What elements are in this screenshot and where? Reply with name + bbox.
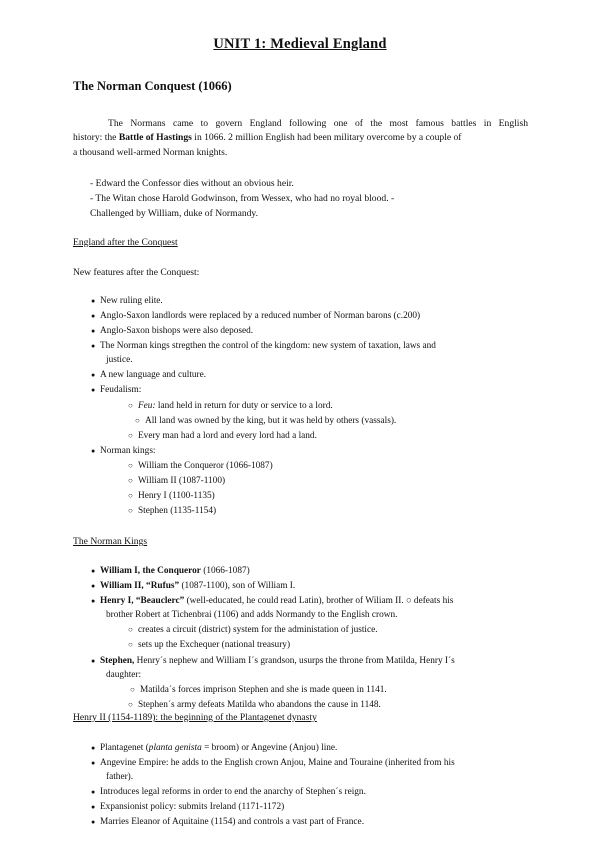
section-heading-norman-conquest: The Norman Conquest (1066) [73,79,232,93]
feudalism-feu [138,400,333,412]
william-ii-name: William II, “Rufus” [100,581,180,591]
king-henry-i: ○ Henry I (1100-1135) [138,490,215,502]
henry-ii-expansionist: ● Expansionist policy: submits Ireland (1171-1172) [100,801,284,813]
henry-ii-eleanor: ● Marries Eleanor of Aquitaine (1154) and controls a vast part of France. [100,816,364,828]
henry-ii-angevine-cont: father). [106,772,134,782]
william-i-dates: (1066-1087) [200,566,250,576]
section-heading-norman-kings: The Norman Kings [73,536,148,547]
stephen-matilda-queen: ○ Matilda´s forces imprison Stephen and she is made queen in 1141. [140,684,387,696]
bullet-new-elite: ● New ruling elite. [100,295,163,307]
feu-term: Feu: [138,401,156,411]
henry-ii-angevine: ● Angevine Empire: he adds to the English crown Anjou, Maine and Touraine (inherited from his [100,757,455,769]
henry-i-exchequer: ○ sets up the Exchequer (national treasury) [138,639,290,651]
entry-william-ii [100,580,295,592]
document-title: UNIT 1: Medieval England [213,36,387,52]
bullet-bishops: ● Anglo-Saxon bishops were also deposed. [100,325,253,337]
feudalism-lord: ○ Every man had a lord and every lord had a land. [138,430,317,442]
entry-william-i [100,565,250,577]
bullet-language: ● A new language and culture. [100,369,206,381]
dash-item-3: Challenged by William, duke of Normandy. [90,208,259,219]
feu-definition: land held in return for duty or service to a lord. [155,401,333,411]
dash-item-2: - The Witan chose Harold Godwinson, from Wessex, who had no royal blood. - [90,193,395,204]
intro-text-cont: in 1066. 2 million English had been military overcome by a couple of [191,132,462,143]
henry-i-desc: (well-educated, he could read Latin), brother of Wiliam II. ○ defeats his [184,596,454,606]
intro-text: history: the [73,132,119,143]
bullet-norman-kings: ● Norman kings: [100,445,156,457]
stephen-name: Stephen, [100,656,135,666]
intro-line-3: a thousand well-armed Norman knights. [73,147,228,158]
entry-stephen [100,655,455,667]
intro-line-2 [73,131,462,144]
plantagenet-text-cont: = broom) or Angevine (Anjou) line. [201,743,338,753]
intro-line-1: The Normans came to govern England following one of the most famous battles in English [108,118,528,129]
bullet-control: ● The Norman kings stregthen the control of the kingdom: new system of taxation, laws and [100,340,436,352]
plantagenet-text: Plantagenet ( [100,743,149,753]
henry-i-circuit: ○ creates a circuit (district) system for the administation of justice. [138,624,378,636]
feudalism-land: ○ All land was owned by the king, but it was held by others (vassals). [145,415,396,427]
section-heading-after-conquest: England after the Conquest [73,237,178,248]
henry-ii-plantagenet [100,742,337,754]
henry-i-name: Henry I, “Beauclerc” [100,596,185,606]
entry-stephen-cont: daughter: [106,670,142,680]
king-stephen: ○ Stephen (1135-1154) [138,505,216,517]
william-i-name: William I, the Conqueror [100,566,201,576]
dash-item-1: - Edward the Confessor dies without an obvious heir. [90,178,294,189]
bullet-feudalism: ● Feudalism: [100,384,141,396]
henry-ii-legal-reforms: ● Introduces legal reforms in order to end the anarchy of Stephen´s reign. [100,786,366,798]
battle-of-hastings: Battle of Hastings [118,132,192,143]
section-heading-henry-ii: Henry II (1154-1189): the beginning of the Plantagenet dynasty [73,712,317,723]
bullet-control-cont: justice. [106,355,133,365]
william-ii-desc: (1087-1100), son of William I. [179,581,296,591]
king-william-ii: ○ William II (1087-1100) [138,475,225,487]
after-conquest-intro: New features after the Conquest: [73,267,200,278]
entry-henry-i [100,595,453,607]
king-william-conqueror: ○ William the Conqueror (1066-1087) [138,460,273,472]
entry-henry-i-cont: brother Robert at Tichenbrai (1106) and adds Normandy to the English crown. [106,610,398,620]
bullet-landlords: ● Anglo-Saxon landlords were replaced by a reduced number of Norman barons (c.200) [100,310,420,322]
stephen-desc: Henry´s nephew and William I´s grandson, usurps the throne from Matilda, Henry I´s [134,656,455,666]
stephen-defeats-matilda: ○ Stephen´s army defeats Matilda who abandons the cause in 1148. [138,699,381,711]
planta-genista: planta genista [148,743,202,753]
